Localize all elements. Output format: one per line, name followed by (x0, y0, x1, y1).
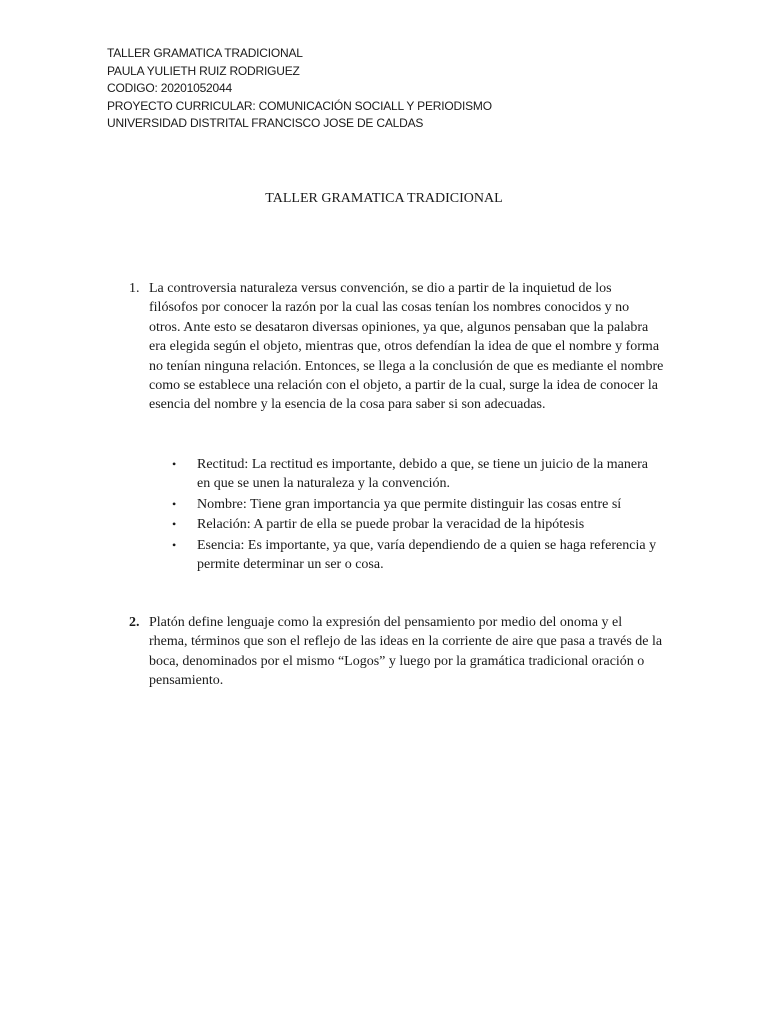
bullet-text-nombre: Nombre: Tiene gran importancia ya que permite distinguir las cosas entre sí (197, 496, 622, 512)
bullet-icon: • (172, 496, 177, 511)
bullet-icon: • (172, 517, 177, 532)
item-text-2: Platón define lenguaje como la expresión del pensamiento por medio del onoma y el rhema, términos que son el reflejo de las ideas en la corriente de aire que pasa a través de la boca, denominados por el mismo “Logos” y luego por la gramática tradicional oración o pensamiento. (149, 615, 663, 689)
header-line-code: CODIGO: 20201052044 (107, 81, 232, 95)
bullet-item-nombre (172, 495, 662, 514)
bullet-text-esencia: Esencia: Es importante, ya que, varía dependiendo de a quien se haga referencia y permite determinar un ser o cosa. (197, 537, 657, 573)
bullet-item-rectitud (172, 455, 662, 494)
header-line-university: UNIVERSIDAD DISTRITAL FRANCISCO JOSE DE CALDAS (107, 116, 424, 130)
bullet-text-relacion: Relación: A partir de ella se puede probar la veracidad de la hipótesis (197, 517, 585, 533)
document-header (107, 45, 492, 133)
header-line-workshop: TALLER GRAMATICA TRADICIONAL (107, 46, 303, 60)
bullet-icon: • (172, 537, 177, 552)
numbered-item-2 (129, 613, 664, 691)
bullet-item-esencia (172, 536, 662, 575)
item-number-2: 2. (129, 615, 140, 630)
numbered-item-1 (129, 279, 664, 415)
bullet-icon: • (172, 457, 177, 471)
item-text-1: La controversia naturaleza versus convención, se dio a partir de la inquietud de los filósofos por conocer la razón por la cual las cosas tenían los nombres conocidos y no otros. Ante esto se desataron diversas opiniones, ya que, algunos pensaban que la palabra era elegida según el objeto, mientras que, otros defendían la idea de que el nombre y forma no tenían ninguna relación. Entonces, se llega a la conclusión de que es mediante el nombre como se establece una relación con el objeto, a partir de la cual, surge la idea de conocer la esencia del nombre y la esencia de la cosa para saber si son adecuadas. (149, 281, 664, 413)
header-line-student-name: PAULA YULIETH RUIZ RODRIGUEZ (107, 63, 300, 78)
header-line-program: PROYECTO CURRICULAR: COMUNICACIÓN SOCIALL Y PERIODISMO (107, 98, 492, 113)
bullet-list (172, 455, 662, 575)
bullet-item-relacion (172, 515, 662, 534)
document-title: TALLER GRAMATICA TRADICIONAL (265, 191, 503, 206)
item-number-1: 1. (129, 281, 140, 296)
bullet-text-rectitud: Rectitud: La rectitud es importante, debido a que, se tiene un juicio de la manera en que se unen la naturaleza y la convención. (197, 457, 648, 492)
